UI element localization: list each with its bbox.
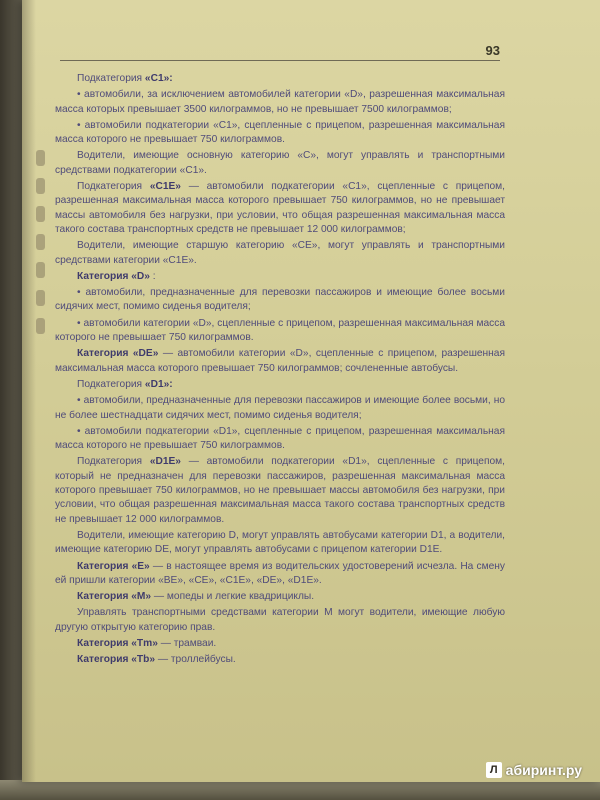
text-run: Подкатегория [77,456,150,468]
paragraph [55,317,505,346]
paragraph [55,455,505,526]
text-run: Подкатегория [77,378,145,390]
paragraph [55,394,505,423]
bold-term: Категория «Tm» [77,637,158,649]
paragraph [55,560,505,589]
page-number: 93 [485,43,500,58]
bold-term: «D1E» [149,456,181,468]
paragraph [55,119,505,148]
paragraph [55,347,505,376]
paragraph [55,149,505,178]
text-run: Водители, имеющие категорию D, могут управлять автобусами категории D1, а водители, имеющие категорию DE, могут управлять автобусами с прицепом категории D1E. [55,529,505,556]
paragraph [55,180,505,237]
text-run: : [149,270,156,282]
text-run: — трамваи. [157,637,217,649]
paragraph [55,637,505,651]
text-run: Подкатегория [77,181,150,193]
paragraph [55,653,505,667]
bold-term: «C1»: [144,73,173,84]
bold-term: «D1»: [144,378,173,390]
watermark [486,762,582,778]
paragraph [55,378,505,392]
bold-term: Категория «M» [77,591,152,603]
paragraph [55,270,505,284]
watermark-text: абиринт.ру [505,762,582,778]
text-run: Управлять транспортными средствами категории M могут водители, имеющие любую другую открытую категорию прав. [55,607,505,633]
paragraph [55,425,505,454]
text-run: — троллейбусы. [155,654,236,666]
paragraph [55,88,505,117]
text-run: Водители, имеющие основную категорию «C», могут управлять и транспортными средствами подкатегории «C1». [55,150,505,176]
bold-term: Категория «DE» [77,348,159,360]
text-run: • автомобили подкатегории «C1», сцепленные с прицепом, разрешенная максимальная масса которого не превышает 750 килограммов. [55,119,505,146]
text-run: Подкатегория [77,73,145,84]
bold-term: «C1E» [149,181,181,193]
paragraph [55,590,505,604]
paragraph [55,72,505,86]
text-run: • автомобили подкатегории «D1», сцепленные с прицепом, разрешенная максимальная масса которого не превышает 750 килограммов. [55,425,505,452]
watermark-logo-icon: Л [486,762,502,778]
text-run: • автомобили, предназначенные для перевозки пассажиров и имеющие более восьми сидячих мест, помимо сиденья водителя; [55,287,505,313]
text-run: — автомобили категории «D», сцепленные с прицепом, разрешенная максимальная масса которого превышает 750 килограммов; сочлененные автобусы. [55,348,505,374]
paragraph [55,286,505,315]
page-text [55,72,505,670]
text-run: — мопеды и легкие квадрициклы. [151,591,315,603]
text-run: • автомобили категории «D», сцепленные с прицепом, разрешенная максимальная масса которого не превышает 750 килограммов. [55,317,505,344]
text-run: Водители, имеющие старшую категорию «CE», могут управлять и транспортными средствами категории «C1E». [55,240,505,266]
paragraph [55,239,505,268]
text-run: — в настоящее время из водительских удостоверений исчезла. На смену ей пришли категории «BE», «CE», «C1E», «DE», «D1E». [55,560,505,586]
bold-term: Категория «E» [77,560,150,572]
text-run: — автомобили подкатегории «D1», сцепленные с прицепом, который не предназначен для перевозки пассажиров, разрешенная максимальная масса которого превышает 750 килограммов, но не превышает массы автомобиля без нагрузки, при условии, что общая разрешенная максимальная масса такого состава транспортных средств не превышает 12 000 килограммов. [55,456,505,525]
background-bottom [0,780,600,800]
binding-marks [34,150,48,410]
text-run: • автомобили, предназначенные для перевозки пассажиров и имеющие более восьми, но не более шестнадцати сидячих мест, помимо сиденья водителя; [55,395,505,421]
header-rule [60,60,500,61]
bold-term: Категория «D» [77,270,150,282]
paragraph [55,606,505,635]
text-run: — автомобили подкатегории «C1», сцепленные с прицепом, разрешенная максимальная масса которого превышает 750 килограммов, но не превышает массы автомобиля без нагрузки, при условии, что общая разрешенная максимальная масса такого состава транспортных средств не превышает 12 000 килограммов; [55,181,505,235]
paragraph [55,529,505,558]
text-run: • автомобили, за исключением автомобилей категории «D», разрешенная максимальная масса которых превышает 3500 килограммов, но не превышает 7500 килограммов; [55,89,505,115]
bold-term: Категория «Tb» [77,654,156,666]
